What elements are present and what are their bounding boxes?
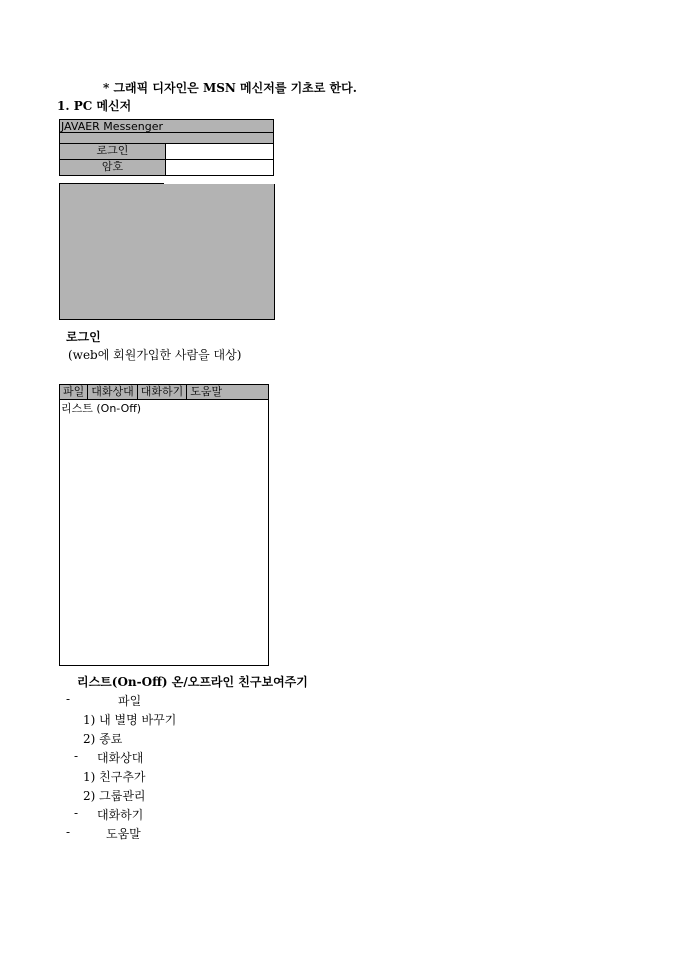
friend-list-panel	[59, 399, 269, 666]
messenger-title-bar: JAVAER Messenger	[59, 119, 274, 133]
outline-file-1: 1) 내 별명 바꾸기	[83, 713, 177, 727]
login-panel	[59, 183, 275, 320]
menu-contacts[interactable]: 대화상대	[88, 385, 138, 399]
outline-dash: -	[66, 825, 71, 839]
friend-list-text: 리스트 (On-Off)	[61, 402, 142, 415]
section-title: 1. PC 메신저	[57, 99, 132, 113]
outline-file: 파일	[118, 694, 142, 708]
list-caption: 리스트(On-Off) 온/오프라인 친구보여주기	[77, 675, 308, 689]
login-id-row	[59, 144, 274, 160]
outline-dash: -	[66, 692, 71, 706]
outline-dash: -	[74, 806, 79, 820]
title-spacer	[59, 133, 274, 144]
login-id-label: 로그인	[60, 144, 166, 159]
menu-file[interactable]: 파일	[60, 385, 88, 399]
outline-contacts: 대화상대	[97, 751, 144, 765]
outline-chat: 대화하기	[97, 808, 144, 822]
outline-contacts-1: 1) 친구추가	[83, 770, 146, 784]
login-panel-notch	[164, 183, 275, 184]
menu-help[interactable]: 도움말	[190, 385, 223, 398]
outline-contacts-2: 2) 그룹관리	[83, 789, 146, 803]
menu-bar	[59, 384, 269, 400]
menu-chat[interactable]: 대화하기	[138, 385, 188, 399]
outline-file-2: 2) 종료	[83, 732, 123, 746]
login-caption: 로그인	[66, 330, 101, 344]
password-field[interactable]	[166, 160, 273, 175]
design-note: * 그래픽 디자인은 MSN 메신저를 기초로 한다.	[103, 81, 357, 95]
login-id-field[interactable]	[166, 144, 273, 159]
password-label: 암호	[60, 160, 166, 175]
login-caption-sub: (web에 회원가입한 사람을 대상)	[68, 348, 242, 362]
outline-help: 도움말	[106, 827, 141, 841]
password-row	[59, 160, 274, 176]
outline-dash: -	[74, 749, 79, 763]
